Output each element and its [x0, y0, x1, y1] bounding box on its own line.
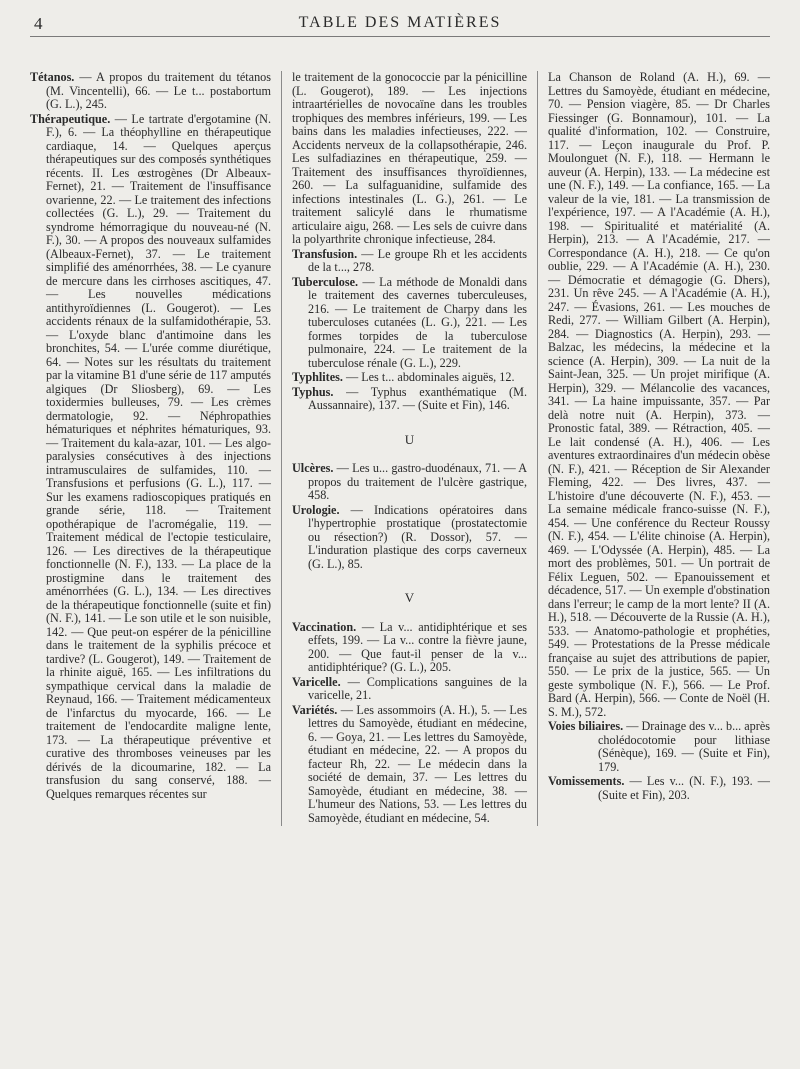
- index-column-1: [30, 71, 282, 826]
- index-headword: Tuberculose.: [292, 274, 359, 289]
- index-entry: [292, 704, 527, 826]
- index-entry-text: — Les assommoirs (A. H.), 5. — Les lettres du Samoyède, étudiant en médecine, 6. — Goya, 21. — Les lettres du Samoyède, étudiant en médecine, 22. — A propos du facteur Rh, 22. — Le médecin dans la société de demain, 37. — Les lettres du Samoyède, étudiant en médecine, 38. — L'humeur des Nations, 53. — Les lettres du Samoyède, étudiant en médecine, 54.: [308, 702, 527, 825]
- index-entry-text: — La v... antidiphtérique et ses effets, 199. — La v... contre la fièvre jaune, 200. — Que faut-il penser de la v... antidiphtérique? (G. L.), 205.: [308, 619, 527, 674]
- index-headword: Transfusion.: [292, 246, 358, 261]
- index-entry: [548, 775, 770, 802]
- index-entry-continuation: La Chanson de Roland (A. H.), 69. — Lettres du Samoyède, étudiant en médecine, 70. — Pension viagère, 85. — Dr Charles Fiessinger (G. Bonnamour), 101. — La qualité d'information, 102. — Construire, 117. — Leçon inaugurale du Prof. P. Moulonguet (N. F.), 118. — Hermann le auveur (A. Herpin), 133. — La médecine est une (N. F.), 149. — La confiance, 165. — La valeur de la vie, 181. — La transmission de l'expérience, 197. — A l'Académie (A. H.), 198. — Spiritualité et matérialité (A. Herpin), 213. — A l'Académie, 217. — Correspondance (A. H.), 218. — Ce qu'on oublie, 229. — A l'Académie (A. H.), 230. — Démocratie et démagogie (G. Dhers), 231. Un rêve 245. — A l'Académie (A. H.), 247. — Évasions, 261. — Les mouches de Redi, 277. — William Gilbert (A. Herpin), 284. — Diagnostics (A. Herpin), 293. — Balzac, les médecins, la médecine et la science (A. Herpin), 309. — La nuit de la Saint-Jean, 325. — Un projet mirifique (A. Herpin), 329. — Mélancolie des vacances, 341. — La haine impuissante, 357. — Par delà notre nuit (A. Herpin), 373. — Pronostic fatal, 389. — Rétraction, 405. — Le lait condensé (A. H.), 406. — Les aventures extraordinaires d'un médecin obèse (N. F.), 421. — Réception de Sir Alexander Fleming, 422. — Des livres, 437. — L'histoire d'une découverte (N. F.), 453. — La semaine médicale franco-suisse (N. F.), 454. — Une conférence du Recteur Roussy (N. F.), 454. — L'élite chinoise (A. Herpin), 469. — L'Odyssée (A. Herpin), 485. — La mort des problèmes, 501. — Un portrait de Félix Leguen, 502. — Epanouissement et décadence, 517. — Un exemple d'obstination dans l'erreur; le camp de la mort lente? II (A. H.), 518. — Découverte de la Russie (A. H.), 533. — Anatomo-pathologie et prophéties, 549. — Protestations de la Presse médicale française au sujet des attributions de papier, 550. — Le prix de la justice, 565. — Un geste symbolique (N. F.), 566. — Le Prof. Bard (A. Herpin), 566. — Conte de Noël (H. S. M.), 572.: [548, 70, 770, 719]
- index-headword: Thérapeutique.: [30, 111, 111, 126]
- index-column-3: [538, 71, 770, 826]
- index-headword: Vaccination.: [292, 619, 357, 634]
- section-letter: V: [404, 590, 415, 605]
- index-entry: [292, 504, 527, 572]
- index-entry: [292, 621, 527, 675]
- index-entry-continuation: le traitement de la gonococcie par la pénicilline (L. Gougerot), 189. — Les injections intraartérielles de novocaïne dans les troubles trophiques des membres inférieurs, 199. — Les bains dans les maladies infectieuses, 222. — Accidents nerveux de la collapsothérapie, 246. Les sulfadiazines en thérapeutique, 259. — Traitement des insuffisances thyroïdiennes, 260. — La sulfaguanidine, sulfamide des infections intestinales (L. G.), 261. — Le traitement salicylé dans le rhumatisme articulaire aigu, 268. — Les sels de cuivre dans la polyarthrite chronique infectieuse, 284.: [292, 70, 527, 246]
- section-letter: U: [404, 431, 415, 447]
- index-columns: [30, 71, 770, 826]
- index-headword: Voies biliaires.: [548, 719, 624, 733]
- index-headword: Variétés.: [292, 702, 338, 717]
- index-headword: Ulcères.: [292, 461, 334, 475]
- index-headword: Typhlites.: [292, 370, 343, 384]
- index-entry: [292, 462, 527, 503]
- running-title: TABLE DES MATIÈRES: [298, 14, 502, 31]
- index-entry: [292, 276, 527, 371]
- index-entry: [548, 720, 770, 774]
- index-entry: [292, 676, 527, 703]
- index-entry-text: — Complications sanguines de la varicelle, 21.: [308, 674, 527, 702]
- index-headword: Tétanos.: [30, 70, 75, 84]
- index-entry-text: — A propos du traitement du tétanos (M. Vincentelli), 66. — Le t... postabortum (G. L.), 245.: [46, 70, 271, 111]
- index-entry-text: — Typhus exanthématique (M. Aussannaire), 137. — (Suite et Fin), 146.: [308, 384, 527, 412]
- index-entry: [292, 386, 527, 413]
- index-headword: Vomissements.: [548, 774, 625, 788]
- index-entry-text: — Les u... gastro-duodénaux, 71. — A propos du traitement de l'ulcère gastrique, 458.: [308, 461, 527, 502]
- index-entry: [30, 113, 271, 802]
- index-entry: [292, 248, 527, 275]
- index-column-2: [282, 71, 538, 826]
- page-number: 4: [34, 14, 43, 33]
- index-headword: Urologie.: [292, 502, 340, 517]
- index-headword: Varicelle.: [292, 674, 341, 689]
- index-entry: [292, 371, 527, 385]
- index-entry-text: — Le tartrate d'ergotamine (N. F.), 6. — La théophylline en thérapeutique cardiaque, 14. — Quelques aperçus thérapeutiques sur des composés synthétiques récents. II. Les œstrogènes (Dr Albeaux-Fernet), 21. — Traitement de l'insuffisance ovarienne, 22. — Le traitement des infections collectées (G. L.), 29. — Traitement du syndrome hémorragique du nouveau-né (N. F.), 30. — A propos des nouveaux sulfamides (Albeaux-Fernet), 37. — Le traitement simplifié des aménorrhées, 38. — Le cyanure de mercure dans les cirrhoses ascitiques, 47. — Les nouvelles médications antithyroïdiennes (L. Gougerot). — Les accidents rénaux de la sulfamidothérapie, 53. — L'oxyde blanc d'antimoine dans les bronchites, 54. — L'urée comme diurétique, 64. — Notes sur les résultats du traitement par la vitamine B1 d'une série de 117 amputés algiques (Dr Sliosberg), 69. — Les toxidermies bulleuses, 79. — Les crèmes dermatologie, 92. — Néphropathies hématuriques et néphrites hématuriques, 93. — Traitement du kala-azar, 101. — Les algo-paralysies consécutives à des injections intramusculaires de sulfamides, 110. — Transfusions et perfusions (G. L.), 117. — Sur les examens radioscopiques pratiqués en grande série, 118. — Traitement opothérapique de l'acromégalie, 119. — Traitement médical de l'ectopie testiculaire, 126. — Les directives de la thérapeutique fonctionnelle (N. F.), 133. — La place de la prostigmine dans le traitement des aménorrhées (G. L.), 134. — Les directives de la thérapeutique fonctionnelle (suite et fin) (N. F.), 141. — Le son utile et le son nuisible, 142. — Que peut-on espérer de la pénicilline dans le traitement de la syphilis précoce et tardive? (L. Gougerot), 149. — Traitement de la rhinite aiguë, 165. — Les infiltrations du sympathique cervical dans la maladie de Reynaud, 166. — Traitement médicamenteux de l'infarctus du myocarde, 166. — Le traitement de l'endocardite maligne lente, 173. — La thérapeutique préventive et curative des thromboses veineuses par les dérivés de la dicoumarine, 182. — La transfusion du sang conservé, 188. — Quelques remarques récentes sur: [46, 111, 271, 801]
- index-entry-text: — Indications opératoires dans l'hypertrophie prostatique (prostatectomie ou résection?) (R. Dossor), 57. — L'induration plastique des corps caverneux (G. L.), 85.: [308, 502, 527, 571]
- index-entry-text: — La méthode de Monaldi dans le traitement des cavernes tuberculeuses, 216. — Le traitement de Charpy dans les tuberculoses cutanées (L. G.), 221. — Les formes torpides de la tuberculose pulmonaire, 224. — Le traitement de la tuberculose rénale (G. L.), 229.: [308, 274, 527, 370]
- index-entry: [30, 71, 271, 112]
- index-entry-text: — Drainage des v... b... après cholédocotomie pour lithiase (Sénèque), 169. — (Suite et Fin), 179.: [598, 719, 770, 774]
- index-entry-text: — Les v... (N. F.), 193. — (Suite et Fin), 203.: [598, 774, 770, 802]
- index-entry-text: — Le groupe Rh et les accidents de la t..., 278.: [308, 246, 527, 274]
- index-entry-text: — Les t... abdominales aiguës, 12.: [342, 370, 515, 384]
- running-header: [30, 14, 770, 37]
- index-headword: Typhus.: [292, 384, 334, 399]
